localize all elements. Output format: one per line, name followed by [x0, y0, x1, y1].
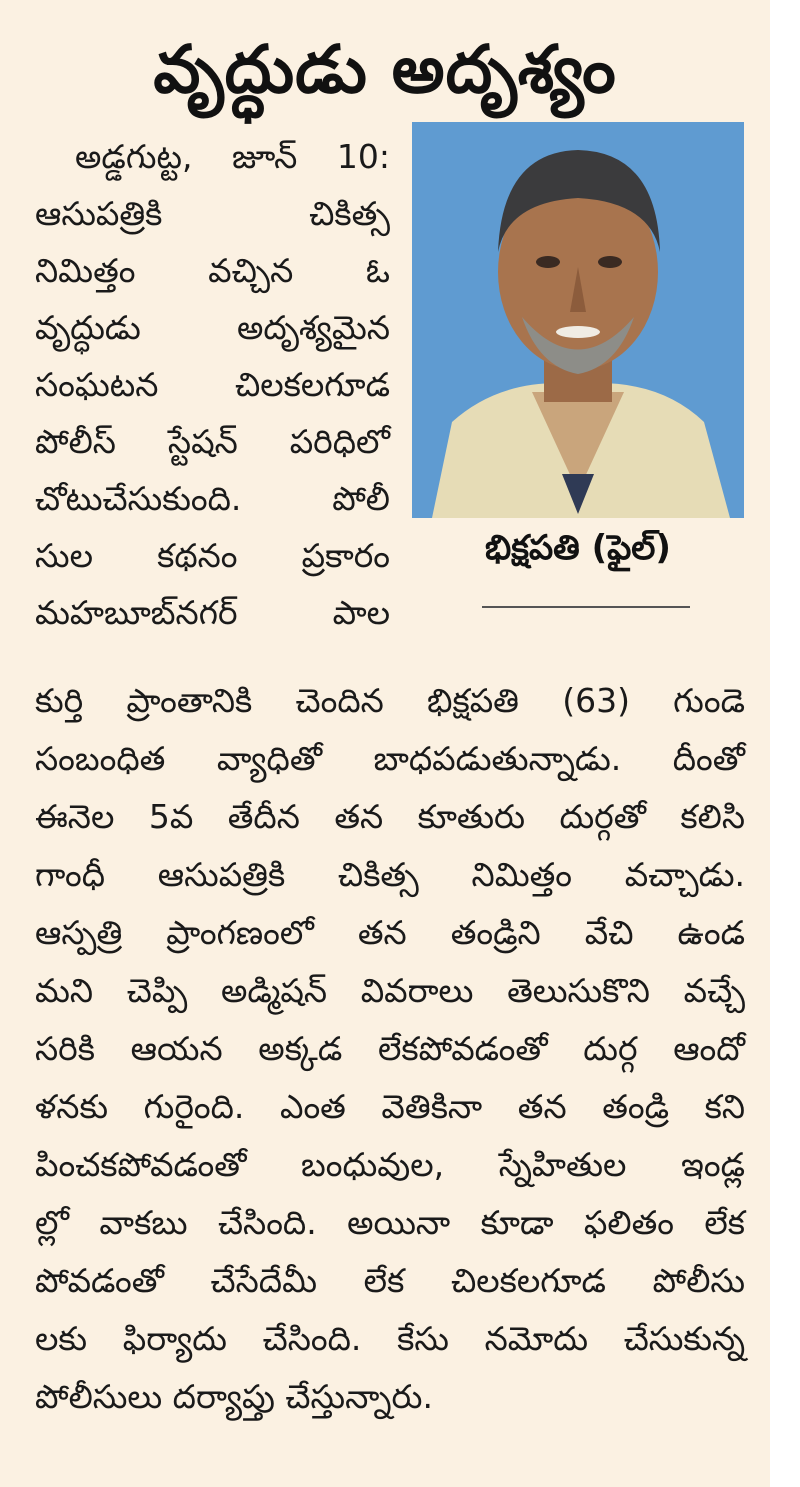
article-line: ళనకు గురైంది. ఎంత వెతికినా తన తండ్రి కని [35, 1087, 745, 1126]
article-line: పోలీసులు దర్యాప్తు చేస్తున్నారు. [35, 1377, 433, 1416]
article-body [35, 672, 745, 1426]
article-line: మహబూబ్‌నగర్ పాల [35, 593, 390, 632]
page-margin [770, 0, 800, 1487]
article-line: సుల కథనం ప్రకారం [35, 536, 390, 575]
article-line: ల్లో వాకబు చేసింది. అయినా కూడా ఫలితం లేక [35, 1203, 745, 1242]
article-line: పించకపోవడంతో బంధువుల, స్నేహితుల ఇండ్ల [35, 1145, 745, 1184]
article-line: పోవడంతో చేసేదేమీ లేక చిలకలగూడ పోలీసు [35, 1261, 745, 1300]
article-line: ఈనెల 5వ తేదీన తన కూతురు దుర్గతో కలిసి [35, 797, 745, 836]
headline: వృద్ధుడు అదృశ్యం [153, 31, 617, 108]
article-line: అడ్డగుట్ట, జూన్ 10: [75, 137, 390, 176]
article-line: సంఘటన చిలకలగూడ [35, 365, 390, 404]
article-line: ఆసుపత్రికి చికిత్స [35, 194, 390, 233]
article-line: వృద్ధుడు అదృశ్యమైన [35, 308, 390, 347]
article-line: గాంధీ ఆసుపత్రికి చికిత్స నిమిత్తం వచ్చాడు. [35, 855, 745, 894]
portrait-illustration [412, 122, 744, 518]
article-line: కుర్తి ప్రాంతానికి చెందిన భిక్షపతి (63) గుండె [35, 681, 745, 720]
photo-caption: భిక్షపతి (ఫైల్) [485, 528, 671, 568]
caption-divider [482, 606, 690, 608]
article-line: లకు ఫిర్యాదు చేసింది. కేసు నమోదు చేసుకున్న [35, 1319, 745, 1358]
article-line: చోటుచేసుకుంది. పోలీ [35, 479, 390, 518]
article-line: సంబంధిత వ్యాధితో బాధపడుతున్నాడు. దీంతో [35, 739, 745, 778]
article-line: నిమిత్తం వచ్చిన ఓ [35, 251, 390, 290]
article-line: సరికి ఆయన అక్కడ లేకపోవడంతో దుర్గ ఆందో [35, 1029, 745, 1068]
article-line: ఆస్పత్రి ప్రాంగణంలో తన తండ్రిని వేచి ఉండ [35, 913, 745, 952]
article-line: మని చెప్పి అడ్మిషన్ వివరాలు తెలుసుకొని వచ్చే [35, 971, 745, 1010]
intro-column [35, 128, 390, 641]
article-line: పోలీస్ స్టేషన్ పరిధిలో [35, 422, 390, 461]
portrait-photo [412, 122, 744, 518]
